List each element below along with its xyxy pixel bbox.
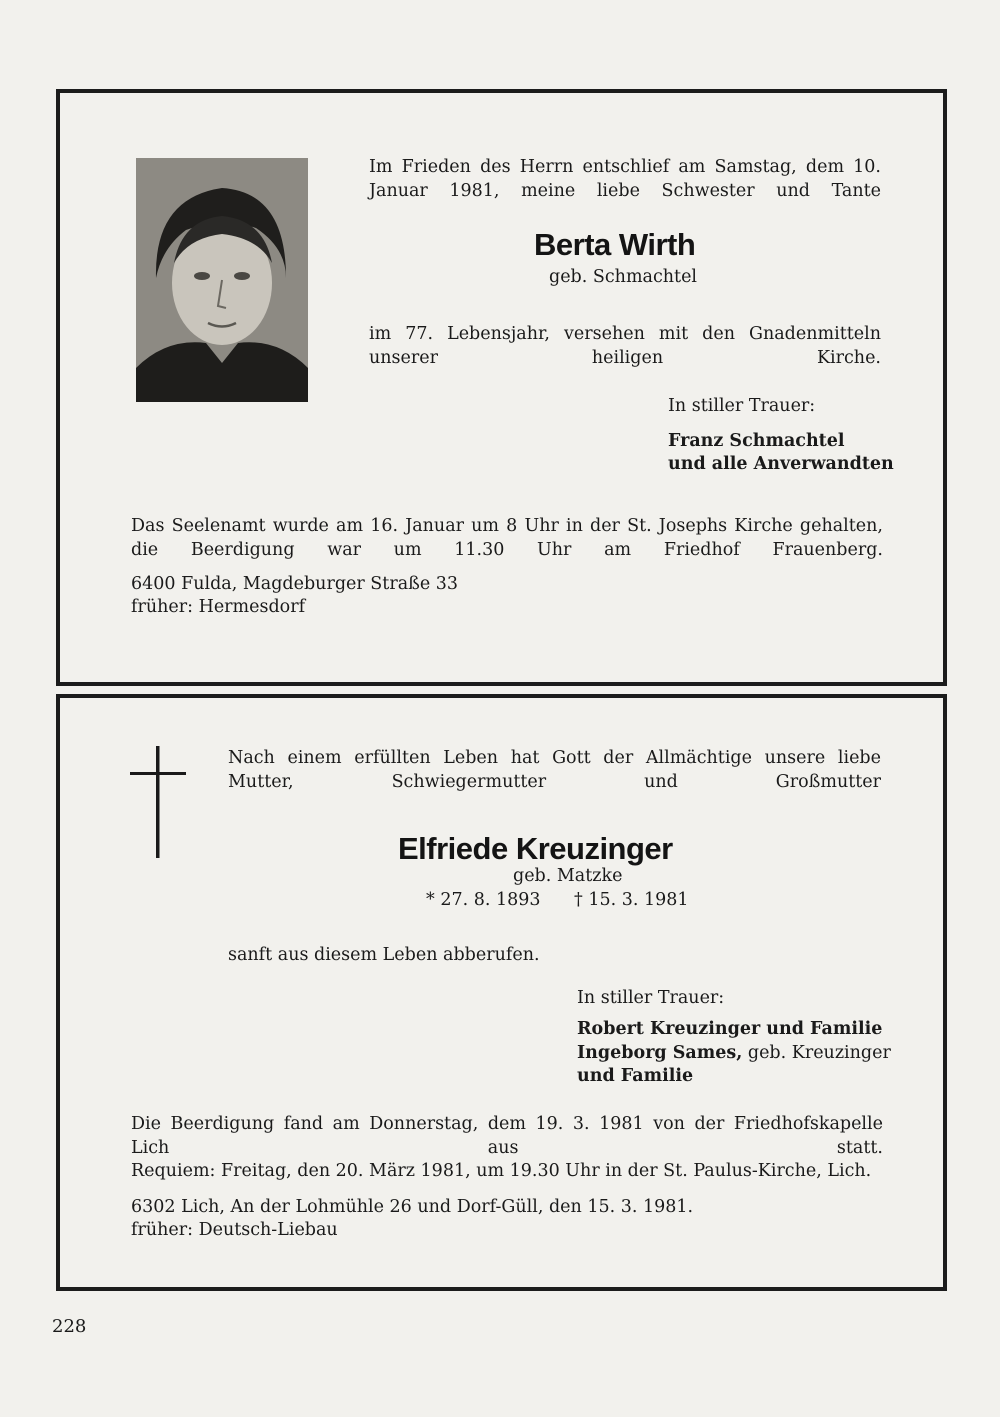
- birth-date: * 27. 8. 1893: [426, 890, 541, 910]
- mourner-2-name: Ingeborg Sames,: [577, 1043, 743, 1063]
- mourner-2-maiden: geb. Kreuzinger: [742, 1043, 891, 1063]
- mourning-label: In stiller Trauer:: [577, 988, 725, 1008]
- intro-text: Im Frieden des Herrn entschlief am Samstag, dem 10. Januar 1981, meine liebe Schwester und Tante: [369, 157, 881, 201]
- address: 6302 Lich, An der Lohmühle 26 und Dorf-Güll, den 15. 3. 1981.: [131, 1197, 694, 1217]
- requiem-text: Requiem: Freitag, den 20. März 1981, um 19.30 Uhr in der St. Paulus-Kirche, Lich.: [131, 1161, 872, 1181]
- address: 6400 Fulda, Magdeburger Straße 33: [131, 574, 459, 594]
- death-date: † 15. 3. 1981: [574, 890, 689, 910]
- portrait-image: [136, 158, 308, 402]
- funeral-text: Die Beerdigung fand am Donnerstag, dem 19. 3. 1981 von der Friedhofskapelle Lich aus statt.: [131, 1114, 883, 1158]
- mourner-line-1: Robert Kreuzinger und Familie: [577, 1019, 883, 1039]
- intro-text: Nach einem erfüllten Leben hat Gott der Allmächtige unsere liebe Mutter, Schwiegermutter und Großmutter: [228, 748, 881, 792]
- former-residence: früher: Deutsch-Liebau: [131, 1220, 338, 1240]
- former-residence: früher: Hermesdorf: [131, 597, 306, 617]
- obituary-notice-berta-wirth: [56, 89, 947, 686]
- age-text: im 77. Lebensjahr, versehen mit den Gnadenmitteln unserer heiligen Kirche.: [369, 324, 881, 368]
- maiden-name: geb. Matzke: [513, 866, 623, 886]
- deceased-name: Elfriede Kreuzinger: [398, 831, 673, 866]
- mourner-line-2: und alle Anverwandten: [668, 454, 894, 474]
- obituary-notice-elfriede-kreuzinger: [56, 694, 947, 1291]
- deceased-name: Berta Wirth: [534, 227, 696, 262]
- page-number: 228: [52, 1316, 87, 1337]
- passing-text: sanft aus diesem Leben abberufen.: [228, 945, 540, 965]
- mourning-label: In stiller Trauer:: [668, 396, 816, 416]
- mourner-line-3: und Familie: [577, 1066, 694, 1086]
- maiden-name: geb. Schmachtel: [549, 267, 698, 287]
- funeral-text: Das Seelenamt wurde am 16. Januar um 8 Uhr in der St. Josephs Kirche gehalten, die Beerdigung war um 11.30 Uhr am Friedhof Frauenberg.: [131, 516, 883, 560]
- mourner-line-1: Franz Schmachtel: [668, 431, 845, 451]
- mourner-line-2: [577, 1042, 891, 1066]
- portrait-photo: [136, 158, 308, 402]
- cross-icon: [130, 746, 190, 858]
